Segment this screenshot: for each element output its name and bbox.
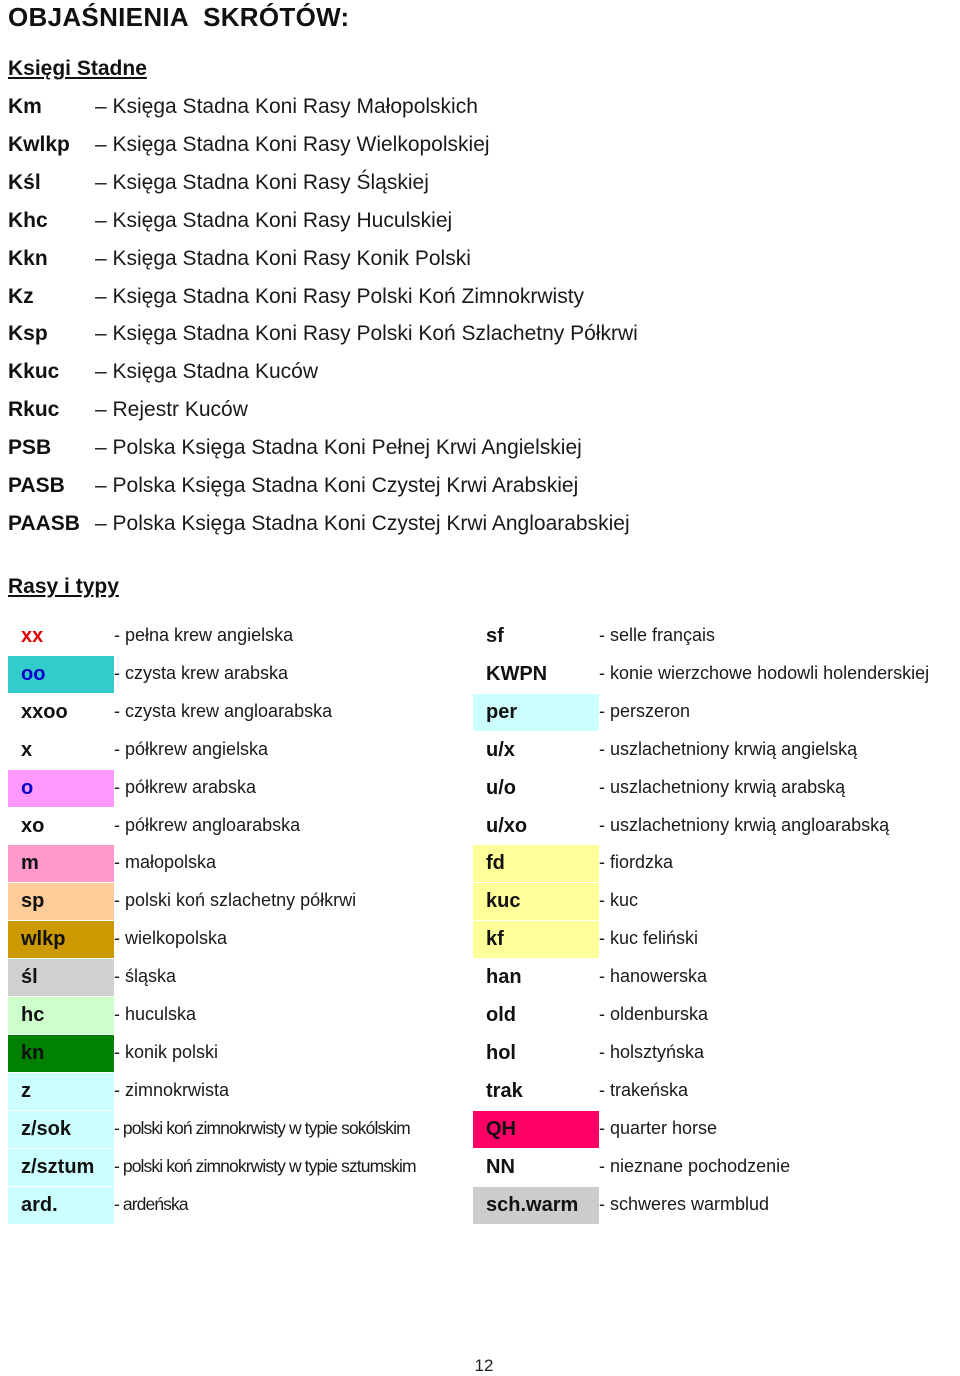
stud-book-desc: – Księga Stadna Koni Rasy Konik Polski xyxy=(95,246,471,270)
breed-desc: - czysta krew arabska xyxy=(114,662,289,683)
breed-code: sp xyxy=(8,883,114,920)
breed-code: u/xo xyxy=(473,808,599,845)
stud-book-desc: – Polska Księga Stadna Koni Czystej Krwi Angloarabskiej xyxy=(95,511,630,535)
breed-desc: - konik polski xyxy=(114,1041,219,1062)
breed-code: z/sztum xyxy=(8,1149,114,1186)
stud-book-desc: – Księga Stadna Koni Rasy Huculskiej xyxy=(95,208,453,232)
breed-desc: - schweres warmblud xyxy=(599,1193,770,1214)
breed-code: wlkp xyxy=(8,921,114,958)
stud-book-row xyxy=(8,202,452,240)
breed-code: trak xyxy=(473,1073,599,1110)
stud-book-desc: – Księga Stadna Koni Rasy Śląskiej xyxy=(95,170,429,194)
stud-book-abbr: PAASB xyxy=(8,511,80,535)
breed-desc: - kuc xyxy=(599,890,639,911)
breed-code: ard. xyxy=(8,1187,114,1224)
stud-book-abbr: Kkn xyxy=(8,246,48,270)
breed-code: sch.warm xyxy=(473,1187,599,1224)
breeds-heading: Rasy i typy xyxy=(8,575,119,598)
breed-desc: - czysta krew angloarabska xyxy=(114,700,333,721)
stud-book-desc: – Księga Stadna Koni Rasy Wielkopolskiej xyxy=(95,132,490,156)
breed-code: han xyxy=(473,959,599,996)
breed-code: KWPN xyxy=(473,656,599,693)
breed-code: xo xyxy=(8,808,114,845)
stud-book-desc: – Księga Stadna Koni Rasy Polski Koń Szlachetny Półkrwi xyxy=(95,322,638,346)
stud-book-row xyxy=(8,353,318,391)
stud-book-desc: – Księga Stadna Koni Rasy Małopolskich xyxy=(95,95,478,118)
stud-book-desc: – Polska Księga Stadna Koni Czystej Krwi Arabskiej xyxy=(95,474,579,497)
breed-code: xxoo xyxy=(8,694,114,731)
breed-desc: - kuc feliński xyxy=(599,928,699,949)
breed-code: kuc xyxy=(473,883,599,920)
breed-code: kf xyxy=(473,921,599,958)
breed-code: old xyxy=(473,997,599,1034)
stud-book-row xyxy=(8,88,478,126)
breed-desc: - perszeron xyxy=(599,700,691,721)
stud-book-row xyxy=(8,467,578,505)
breed-desc: - polski koń szlachetny półkrwi xyxy=(114,890,357,911)
breed-desc: - zimnokrwista xyxy=(114,1079,230,1100)
stud-book-abbr: Kśl xyxy=(8,170,41,194)
breed-desc: - małopolska xyxy=(114,852,217,873)
stud-book-abbr: Khc xyxy=(8,208,48,232)
stud-book-row xyxy=(8,126,490,164)
breed-desc: - uszlachetniony krwią angloarabską xyxy=(599,814,890,835)
breed-desc: - quarter horse xyxy=(599,1117,718,1138)
breed-desc: - wielkopolska xyxy=(114,928,228,949)
breed-code: kn xyxy=(8,1035,114,1072)
breed-code: o xyxy=(8,770,114,807)
stud-book-desc: – Księga Stadna Kuców xyxy=(95,360,318,384)
breed-desc: - fiordzka xyxy=(599,852,674,873)
stud-book-row xyxy=(8,240,471,278)
breed-desc: - konie wierzchowe hodowli holenderskiej xyxy=(599,662,930,683)
breed-desc: - polski koń zimnokrwisty w typie sokólskim xyxy=(114,1117,410,1138)
stud-book-abbr: Kz xyxy=(8,284,34,308)
stud-book-row xyxy=(8,429,582,467)
stud-book-row xyxy=(8,315,638,353)
breed-desc: - huculska xyxy=(114,1004,197,1024)
breed-code: per xyxy=(473,694,599,731)
stud-book-abbr: Rkuc xyxy=(8,398,60,422)
stud-book-abbr: PASB xyxy=(8,474,65,497)
stud-book-row xyxy=(8,391,248,429)
stud-book-abbr: Ksp xyxy=(8,322,48,346)
breed-code: QH xyxy=(473,1111,599,1148)
breed-code: NN xyxy=(473,1149,599,1186)
stud-book-desc: – Rejestr Kuców xyxy=(95,398,248,422)
breed-code: xx xyxy=(8,618,114,655)
breed-code: hc xyxy=(8,997,114,1034)
page-number: 12 xyxy=(474,1356,494,1375)
breed-code: śl xyxy=(8,959,114,996)
breed-desc: - śląska xyxy=(114,966,177,987)
stud-book-row xyxy=(8,164,429,202)
stud-book-abbr: Kkuc xyxy=(8,360,60,384)
breed-desc: - hanowerska xyxy=(599,966,708,987)
stud-books-heading: Księgi Stadne xyxy=(8,57,147,80)
stud-book-abbr: Km xyxy=(8,95,42,118)
breed-desc: - uszlachetniony krwią arabską xyxy=(599,776,846,797)
breed-code: m xyxy=(8,845,114,882)
breed-code: u/o xyxy=(473,770,599,807)
breed-desc: - selle français xyxy=(599,625,716,645)
breed-desc: - holsztyńska xyxy=(599,1041,705,1062)
breed-desc: - półkrew angielska xyxy=(114,738,269,759)
breed-desc: - oldenburska xyxy=(599,1004,709,1024)
breed-code: oo xyxy=(8,656,114,693)
breed-code: hol xyxy=(473,1035,599,1072)
breed-code: z xyxy=(8,1073,114,1110)
stud-book-desc: – Księga Stadna Koni Rasy Polski Koń Zimnokrwisty xyxy=(95,284,585,308)
breed-code: fd xyxy=(473,845,599,882)
breed-desc: - polski koń zimnokrwisty w typie sztumskim xyxy=(114,1155,416,1176)
breed-desc: - pełna krew angielska xyxy=(114,625,294,645)
breed-desc: - półkrew angloarabska xyxy=(114,814,301,835)
breed-code: x xyxy=(8,732,114,769)
page-title: OBJAŚNIENIA SKRÓTÓW: xyxy=(8,2,350,32)
breed-desc: - ardeńska xyxy=(114,1193,188,1214)
breed-desc: - półkrew arabska xyxy=(114,776,257,797)
breed-desc: - nieznane pochodzenie xyxy=(599,1155,791,1176)
breed-desc: - trakeńska xyxy=(599,1079,689,1100)
stud-book-abbr: Kwlkp xyxy=(8,132,70,156)
stud-book-desc: – Polska Księga Stadna Koni Pełnej Krwi Angielskiej xyxy=(95,436,582,460)
breed-code: u/x xyxy=(473,732,599,769)
breed-code: z/sok xyxy=(8,1111,114,1148)
breed-code: sf xyxy=(473,618,599,655)
stud-book-row xyxy=(8,505,630,543)
stud-book-row xyxy=(8,278,584,316)
stud-book-abbr: PSB xyxy=(8,436,52,460)
breed-desc: - uszlachetniony krwią angielską xyxy=(599,738,858,759)
